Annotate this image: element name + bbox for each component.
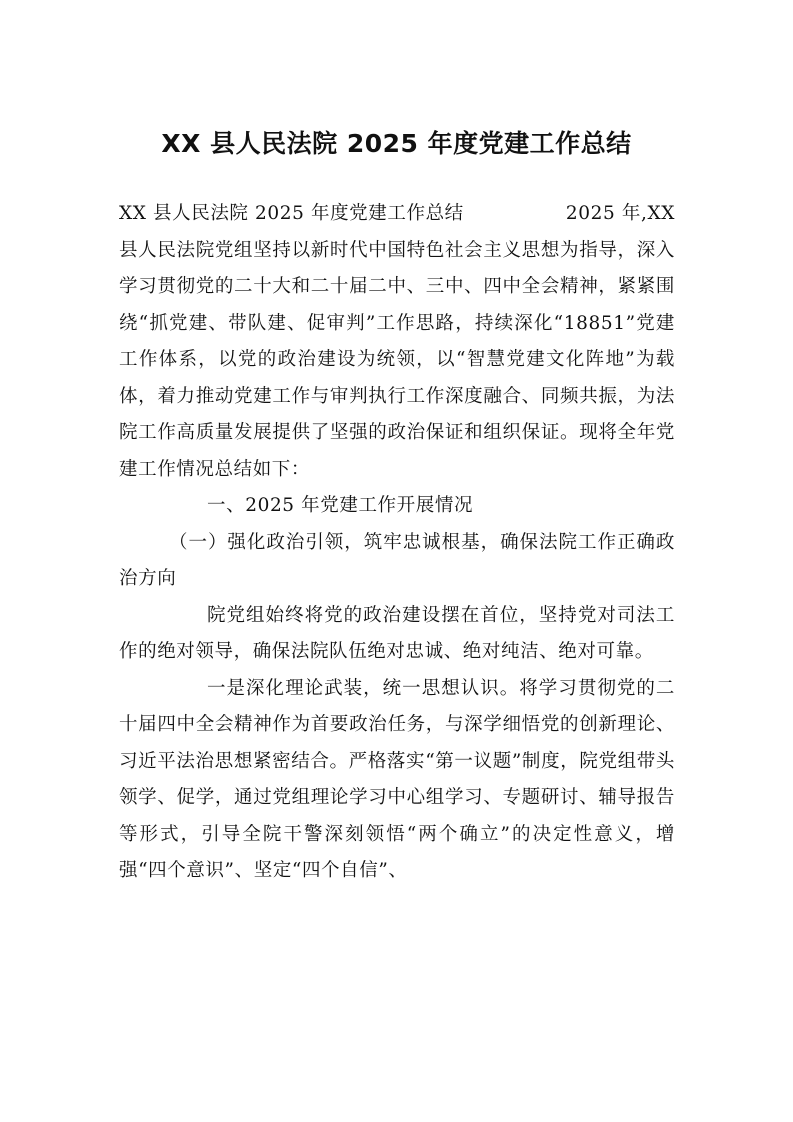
- intro-heading: XX 县人民法院 2025 年度党建工作总结: [119, 203, 464, 224]
- document-title: XX 县人民法院 2025 年度党建工作总结: [161, 129, 632, 158]
- document-body: [119, 196, 675, 890]
- subsection-heading: （一）强化政治引领，筑牢忠诚根基，确保法院工作正确政治方向: [119, 531, 675, 589]
- intro-first-line: [119, 196, 675, 233]
- section-heading: 一、2025 年党建工作开展情况: [207, 495, 474, 516]
- intro-year: 2025 年,XX: [565, 203, 675, 224]
- body-paragraph: 一是深化理论武装，统一思想认识。将学习贯彻党的二十届四中全会精神作为首要政治任务，与深学细悟党的创新理论、习近平法治思想紧密结合。严格落实“第一议题”制度，院党组带头领学、促学，通过党组理论学习中心组学习、专题研讨、辅导报告等形式，引导全院干警深刻领悟“两个确立”的决定性意义，增强“四个意识”、坚定“四个自信”、: [119, 677, 675, 881]
- body-paragraph: 院党组始终将党的政治建设摆在首位，坚持党对司法工作的绝对领导，确保法院队伍绝对忠诚、绝对纯洁、绝对可靠。: [119, 604, 675, 662]
- intro-paragraph: 县人民法院党组坚持以新时代中国特色社会主义思想为指导，深入学习贯彻党的二十大和二十届二中、三中、四中全会精神，紧紧围绕“抓党建、带队建、促审判”工作思路，持续深化“18851”党建工作体系，以党的政治建设为统领，以“智慧党建文化阵地”为载体，着力推动党建工作与审判执行工作深度融合、同频共振，为法院工作高质量发展提供了坚强的政治保证和组织保证。现将全年党建工作情况总结如下：: [119, 239, 675, 480]
